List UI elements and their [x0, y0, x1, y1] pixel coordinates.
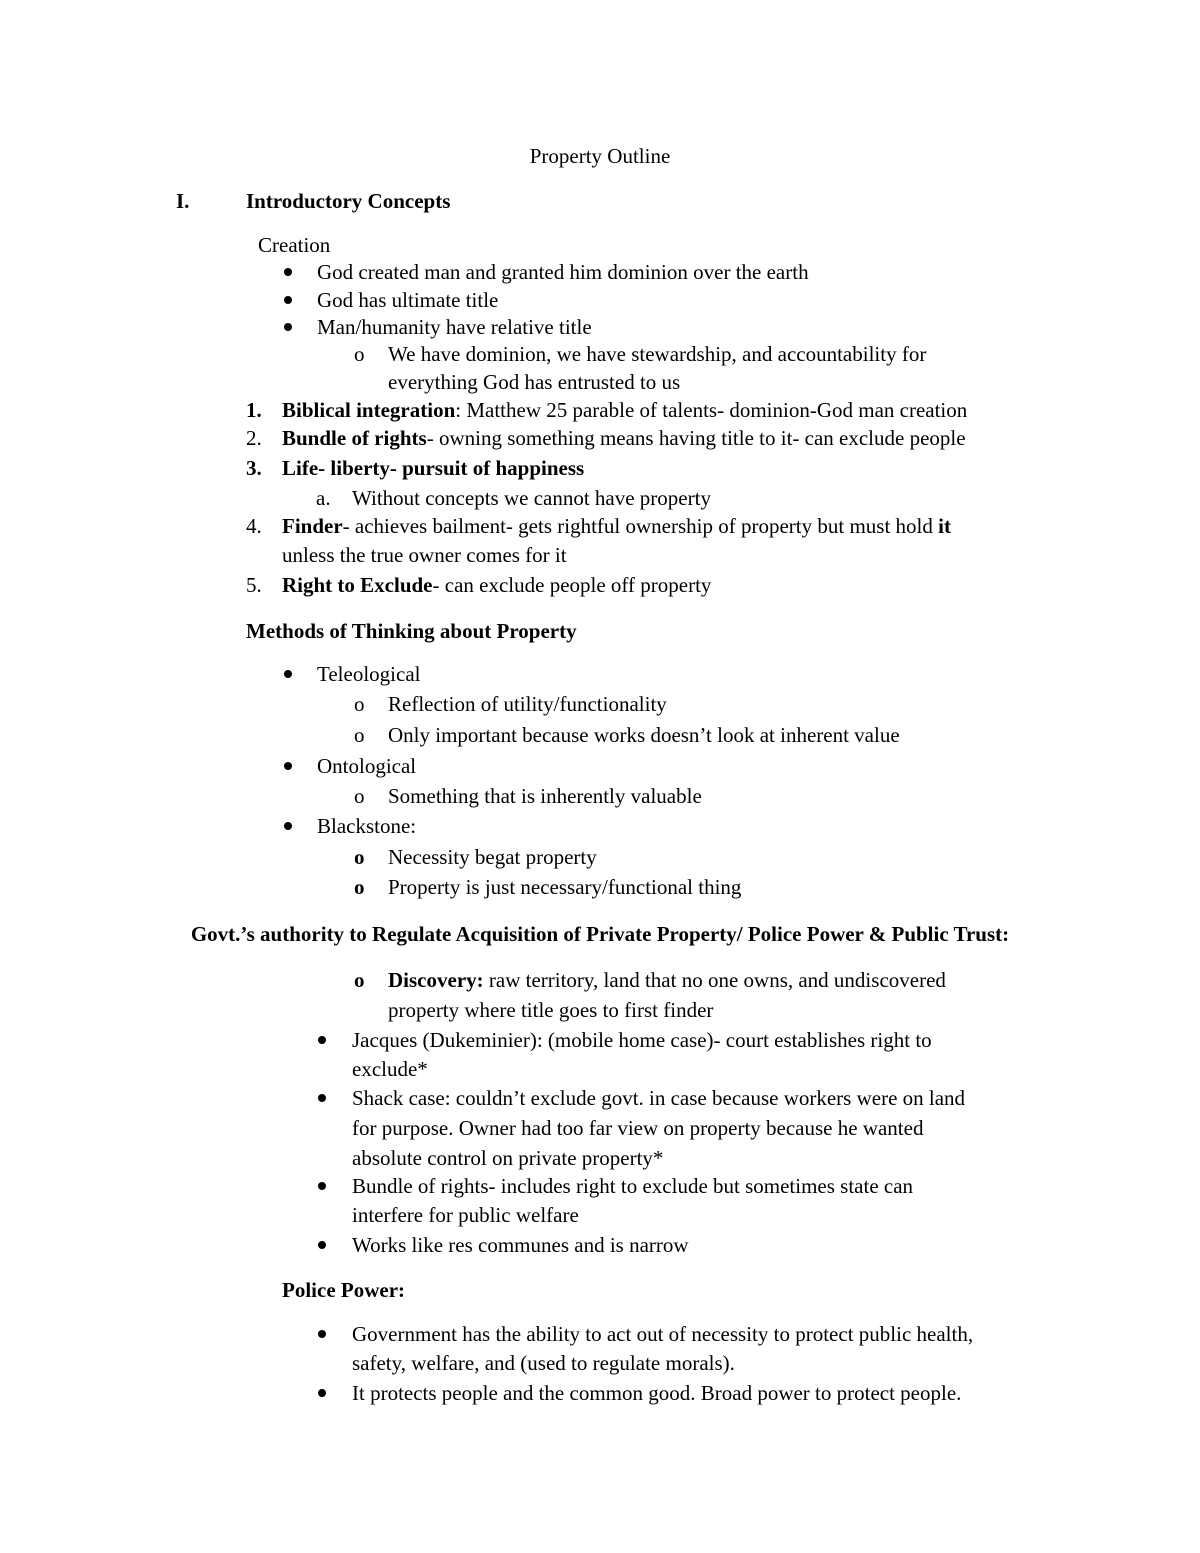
- bullet-icon: [318, 1389, 326, 1397]
- list-item-continuation: everything God has entrusted to us: [388, 370, 681, 394]
- list-item: Bundle of rights- includes right to exclude but sometimes state can: [352, 1174, 914, 1198]
- list-item-continuation: for purpose. Owner had too far view on property because he wanted: [352, 1116, 924, 1140]
- bullet-icon: [284, 323, 292, 331]
- bullet-icon: [284, 762, 292, 770]
- list-item-continuation: property where title goes to first finder: [388, 998, 714, 1022]
- bullet-icon: [318, 1182, 326, 1190]
- bullet-icon: [318, 1330, 326, 1338]
- circle-bullet-icon: o: [354, 875, 365, 899]
- item-term: Bundle of rights: [282, 426, 427, 450]
- list-item: God has ultimate title: [317, 288, 499, 312]
- list-number: 5.: [246, 573, 262, 597]
- list-item-continuation: absolute control on private property*: [352, 1146, 664, 1170]
- list-number: 1.: [246, 398, 262, 422]
- page-title: Property Outline: [529, 144, 671, 168]
- list-item: Necessity begat property: [388, 845, 597, 869]
- bullet-icon: [284, 670, 292, 678]
- item-term: Right to Exclude: [282, 573, 433, 597]
- list-item-continuation: unless the true owner comes for it: [282, 543, 567, 567]
- list-item: Jacques (Dukeminier): (mobile home case)- court establishes right to: [352, 1028, 932, 1052]
- list-item: God created man and granted him dominion over the earth: [317, 260, 809, 284]
- bullet-icon: [318, 1036, 326, 1044]
- circle-bullet-icon: o: [354, 784, 365, 808]
- item-term: Discovery:: [388, 968, 484, 992]
- bullet-icon: [318, 1241, 326, 1249]
- list-item: It protects people and the common good. Broad power to protect people.: [352, 1381, 962, 1405]
- list-item-continuation: interfere for public welfare: [352, 1203, 579, 1227]
- item-term: it: [938, 514, 951, 538]
- list-number: 2.: [246, 426, 262, 450]
- list-item: Government has the ability to act out of necessity to protect public health,: [352, 1322, 974, 1346]
- list-item: Only important because works doesn’t look at inherent value: [388, 723, 900, 747]
- govt-heading: Govt.’s authority to Regulate Acquisition of Private Property/ Police Power & Public Trust:: [190, 922, 1010, 946]
- list-item: Something that is inherently valuable: [388, 784, 702, 808]
- methods-heading: Methods of Thinking about Property: [246, 619, 577, 643]
- list-item: Life- liberty- pursuit of happiness: [282, 456, 585, 480]
- item-term: Finder: [282, 514, 343, 538]
- list-item: [282, 424, 966, 452]
- list-item: [282, 512, 951, 540]
- list-item: Property is just necessary/functional thing: [388, 875, 742, 899]
- list-item: Shack case: couldn’t exclude govt. in case because workers were on land: [352, 1086, 966, 1110]
- list-item: [282, 571, 711, 599]
- item-term: Biblical integration: [282, 398, 456, 422]
- list-item: Blackstone:: [317, 814, 417, 838]
- bullet-icon: [318, 1094, 326, 1102]
- list-item: [388, 966, 946, 994]
- circle-bullet-icon: o: [354, 723, 365, 747]
- circle-bullet-icon: o: [354, 342, 365, 366]
- list-item: Without concepts we cannot have property: [352, 486, 711, 510]
- list-item: Works like res communes and is narrow: [352, 1233, 689, 1257]
- item-text: raw territory, land that no one owns, and undiscovered: [483, 968, 946, 992]
- item-text: : Matthew 25 parable of talents- dominion-God man creation: [455, 398, 968, 422]
- list-item: We have dominion, we have stewardship, and accountability for: [388, 342, 927, 366]
- list-letter: a.: [316, 486, 331, 510]
- circle-bullet-icon: o: [354, 692, 365, 716]
- list-number: 4.: [246, 514, 262, 538]
- list-item: [282, 396, 967, 424]
- bullet-icon: [284, 268, 292, 276]
- bullet-icon: [284, 822, 292, 830]
- list-item: Teleological: [317, 662, 421, 686]
- section-heading: Introductory Concepts: [246, 189, 451, 213]
- item-text: - owning something means having title to it- can exclude people: [426, 426, 966, 450]
- circle-bullet-icon: o: [354, 968, 365, 992]
- section-numeral: I.: [176, 189, 190, 213]
- list-item: Ontological: [317, 754, 417, 778]
- police-heading: Police Power:: [282, 1278, 406, 1302]
- item-text: - achieves bailment- gets rightful ownership of property but must hold: [342, 514, 939, 538]
- item-text: - can exclude people off property: [432, 573, 712, 597]
- list-item-continuation: exclude*: [352, 1057, 428, 1081]
- list-item: Reflection of utility/functionality: [388, 692, 667, 716]
- list-number: 3.: [246, 456, 262, 480]
- creation-label: Creation: [258, 233, 331, 257]
- circle-bullet-icon: o: [354, 845, 365, 869]
- list-item: Man/humanity have relative title: [317, 315, 592, 339]
- bullet-icon: [284, 296, 292, 304]
- list-item-continuation: safety, welfare, and (used to regulate morals).: [352, 1351, 735, 1375]
